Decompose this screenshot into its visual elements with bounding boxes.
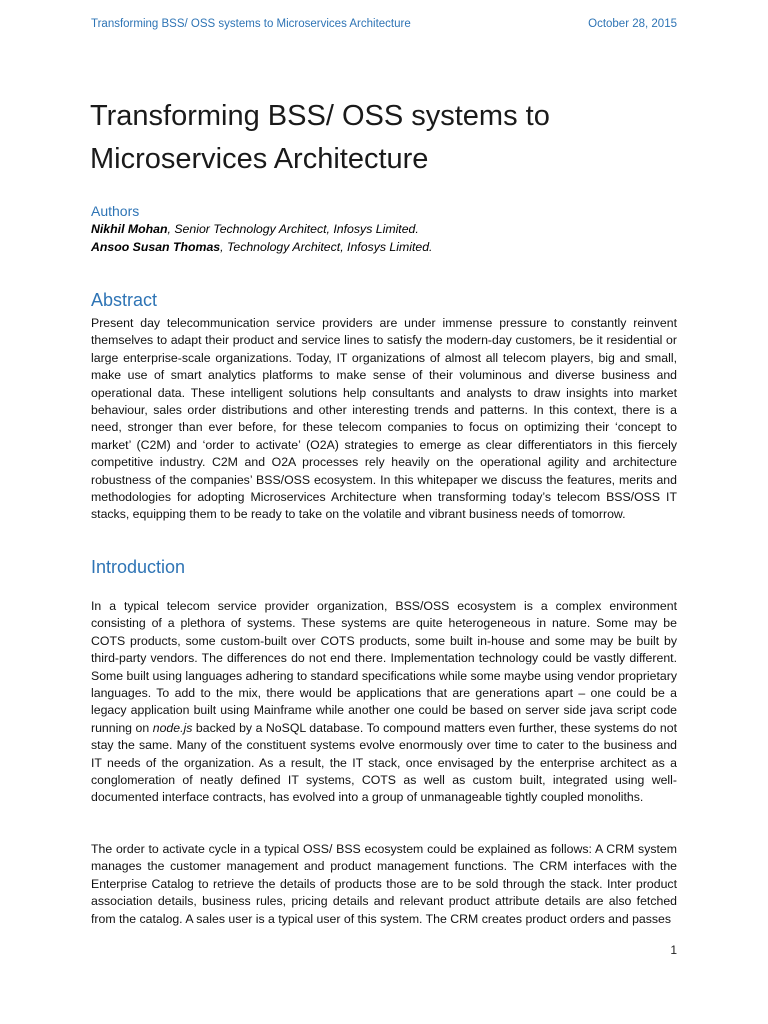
header-document-title: Transforming BSS/ OSS systems to Microservices Architecture [91,18,411,30]
intro-text-segment: In a typical telecom service provider organization, BSS/OSS ecosystem is a complex environment consisting of a plethora of systems. These systems are quite heterogeneous in nature. Some may be COTS products, some custom-built over COTS products, some built in-house and some may be built by third-party vendors. The differences do not end there. Implementation technology could be vastly different. Some built using languages adhering to standard specifications while some maybe using vendor proprietary languages. To add to the mix, there would be applications that are generations apart – one could be a legacy application built using Mainframe while another one could be based on server side java script code running on [91,599,677,735]
intro-italic-term: node.js [152,720,193,735]
introduction-heading: Introduction [91,557,186,577]
header-date: October 28, 2015 [588,18,677,30]
author-line [91,222,419,236]
author-role: , Senior Technology Architect, Infosys Limited. [167,222,419,236]
introduction-paragraph-2: The order to activate cycle in a typical OSS/ BSS ecosystem could be explained as follows: A CRM system manages the customer management and product management functions. The CRM interfaces with the Enterprise Catalog to retrieve the details of products those are to be sold through the stack. Inter product association details, business rules, pricing details and relevant product attribute details are also fetched from the catalog. A sales user is a typical user of this system. The CRM creates product orders and passes [91,842,677,926]
document-title-line-2: Microservices Architecture [90,143,429,175]
document-title [90,95,650,181]
author-name: Ansoo Susan Thomas [91,240,221,254]
authors-heading: Authors [91,203,140,219]
author-name: Nikhil Mohan [91,222,168,236]
abstract-heading: Abstract [91,290,158,310]
running-header [91,18,677,34]
document-title-line-1: Transforming BSS/ OSS systems to [90,100,550,132]
intro-text-segment: backed by a NoSQL database. To compound matters even further, these systems do not stay the same. Many of the constituent systems evolve enormously over time to cater to the business and IT needs of the organization. As a result, the IT stack, once envisaged by the enterprise architect as a conglomeration of neatly defined IT systems, COTS as well as custom built, integrated using well-documented interface contracts, has evolved into a group of unmanageable tightly coupled monoliths. [91,720,677,805]
page-number: 1 [670,943,677,957]
author-line [91,240,432,254]
abstract-paragraph: Present day telecommunication service providers are under immense pressure to constantly reinvent themselves to adapt their product and service lines to satisfy the modern-day customers, be it residential or large enterprise-scale organizations. Today, IT organizations of almost all telecom players, big and small, make use of smart analytics platforms to make sense of their voluminous and diverse business and operational data. These intelligent solutions help consultants and analysts to draw insights into market behaviour, sales order distributions and other interesting trends and patterns. In this context, there is a need, stronger than ever before, for these telecom companies to focus on optimizing their ‘concept to market’ (C2M) and ‘order to activate’ (O2A) strategies to emerge as clear differentiators in this fiercely competitive industry. C2M and O2A processes rely heavily on the operational agility and architecture robustness of the companies’ BSS/OSS ecosystem. In this whitepaper we discuss the features, merits and methodologies for adopting Microservices Architecture when transforming today’s telecom BSS/OSS IT stacks, equipping them to be ready to take on the volatile and vibrant business needs of tomorrow. [91,316,677,522]
author-role: , Technology Architect, Infosys Limited. [220,240,433,254]
introduction-paragraph-1 [91,598,677,807]
